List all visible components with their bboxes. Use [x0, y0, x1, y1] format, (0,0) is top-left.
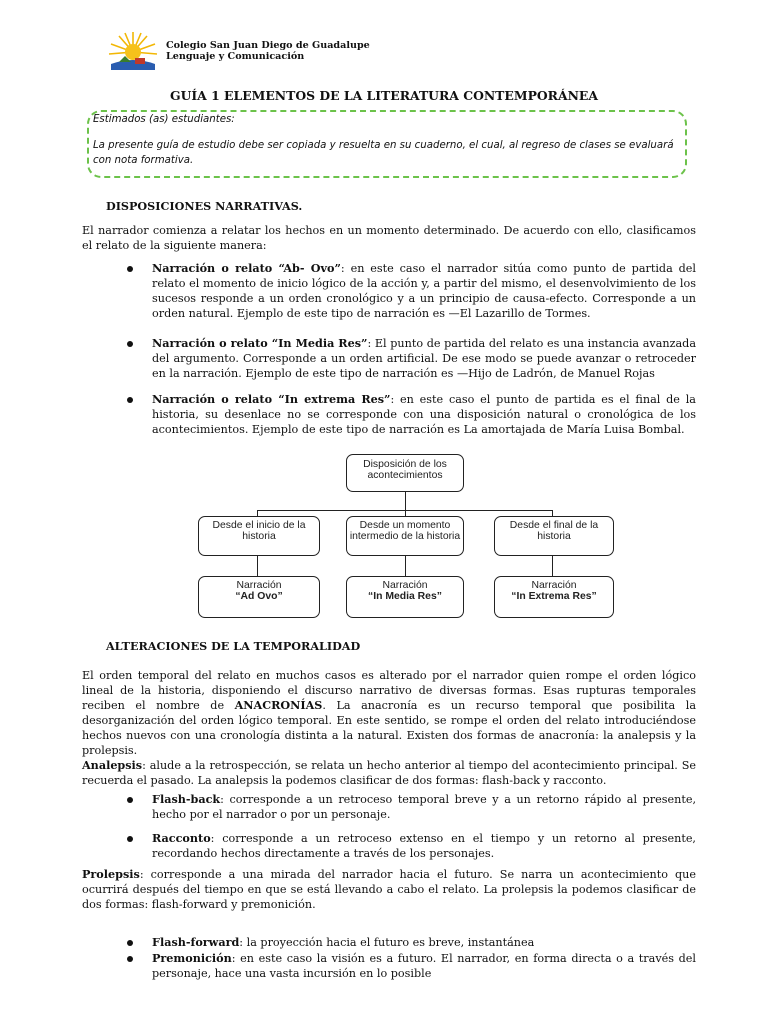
text-in-media-res: : El punto de partida del relato es una instancia avanzada del argumento. Corresponde a un orden artificial. De ese modo se puede avanzar o retroceder en la narración. Ejemplo de este tipo de narración es —Hijo de Ladrón, de Manuel Rojas: [152, 337, 696, 380]
text-premonicion: : en este caso la visión es a futuro. El narrador, en forma directa o a través del personaje, hace una vasta incursión en lo posible: [152, 952, 696, 980]
term-flash-back: Flash-back: [152, 792, 221, 806]
text-flash-forward: : la proyección hacia el futuro es breve, instantánea: [239, 936, 535, 949]
school-logo-icon: [105, 30, 161, 74]
school-header: [166, 40, 370, 62]
connector-line: [552, 556, 553, 576]
leaf-value: “Ad Ovo”: [235, 591, 283, 602]
school-name: Colegio San Juan Diego de Guadalupe: [166, 40, 370, 51]
bullet-dot: [127, 836, 133, 842]
bullet-dot: [127, 266, 133, 272]
list-item-flash-forward: [152, 935, 696, 950]
subject-name: Lenguaje y Comunicación: [166, 51, 305, 62]
section-heading-disposiciones: DISPOSICIONES NARRATIVAS.: [106, 199, 303, 213]
text-flash-back: : corresponde a un retroceso temporal breve y a un retorno rápido al presente, hecho por el narrador o por un personaje.: [152, 793, 696, 821]
list-item-ab-ovo: [152, 261, 696, 321]
connector-line: [405, 492, 406, 511]
term-analepsis: Analepsis: [82, 758, 143, 772]
diagram-root: Disposición de los acontecimientos: [346, 454, 464, 492]
leaf-label: Narración: [382, 580, 428, 591]
list-item-in-media-res: [152, 336, 696, 381]
diagram-leaf-ad-ovo: [198, 576, 320, 618]
bullet-dot: [127, 940, 133, 946]
bullet-dot: [127, 397, 133, 403]
p1-text-b: . La anacronía es un recurso temporal que posibilita la desorganización del orden lógico temporal. En este sentido, se rompe el orden del relato introduciéndose hechos nuevos con una cronología distinta a la natural. Existen dos formas de anacronía: la analepsis y la prolepsis.: [82, 699, 697, 757]
term-ab-ovo: Narración o relato “Ab- Ovo”: [152, 261, 341, 275]
diagram-leaf-in-extrema-res: [494, 576, 614, 618]
p1-text-a: El orden temporal del relato en muchos casos es alterado por el narrador quien rompe el orden lógico lineal de la historia, disponiendo el discurso narrativo de diversas formas. Esas rupturas temporales reciben el nombre de: [82, 669, 696, 712]
term-anacronias: ANACRONÍAS: [234, 698, 323, 712]
notice-body: La presente guía de estudio debe ser copiada y resuelta en su cuaderno, el cual, al regreso de clases se evaluará con nota formativa.: [93, 140, 674, 166]
leaf-value: “In Extrema Res”: [511, 591, 597, 602]
list-item-premonicion: [152, 951, 696, 981]
page-title: GUÍA 1 ELEMENTOS DE LA LITERATURA CONTEMPORÁNEA: [170, 88, 598, 103]
bullet-dot: [127, 797, 133, 803]
term-in-media-res: Narración o relato “In Media Res”: [152, 336, 368, 350]
notice-box: [87, 110, 687, 178]
disposition-diagram: [196, 450, 620, 626]
diagram-branch-final: Desde el final de la historia: [494, 516, 614, 556]
diagram-leaf-in-media-res: [346, 576, 464, 618]
term-prolepsis: Prolepsis: [82, 867, 140, 881]
section1-intro: El narrador comienza a relatar los hechos en un momento determinado. De acuerdo con ello, clasificamos el relato de la siguiente manera:: [82, 224, 696, 252]
text-ab-ovo: : en este caso el narrador sitúa como punto de partida del relato el momento de inicio lógico de la acción y, a partir del mismo, el desenvolvimiento de los sucesos responde a un orden cronológico y a un principio de causa-efecto. Corresponde a un orden natural. Ejemplo de este tipo de narración es —El Lazarillo de Tormes.: [152, 262, 696, 320]
term-in-extrema-res: Narración o relato “In extrema Res”: [152, 392, 391, 406]
term-flash-forward: Flash-forward: [152, 935, 240, 949]
list-item-flash-back: [152, 792, 696, 822]
section2-paragraph: [82, 668, 696, 758]
text-racconto: : corresponde a un retroceso extenso en el tiempo y un retorno al presente, recordando hechos directamente a través de los personajes.: [152, 832, 696, 860]
analepsis-paragraph: [82, 758, 696, 788]
bullet-dot: [127, 956, 133, 962]
notice-greeting: Estimados (as) estudiantes:: [93, 114, 235, 125]
list-item-racconto: [152, 831, 696, 861]
text-in-extrema-res: : en este caso el punto de partida es el final de la historia, su desenlace no se corresponde con una disposición natural o cronológica de los acontecimientos. Ejemplo de este tipo de narración es La amortajada de María Luisa Bombal.: [152, 393, 696, 436]
connector-line: [405, 556, 406, 576]
term-premonicion: Premonición: [152, 951, 232, 965]
term-racconto: Racconto: [152, 831, 211, 845]
leaf-label: Narración: [236, 580, 282, 591]
prolepsis-paragraph: [82, 867, 696, 912]
leaf-value: “In Media Res”: [368, 591, 442, 602]
diagram-branch-intermedio: Desde un momento intermedio de la historia: [346, 516, 464, 556]
analepsis-text: : alude a la retrospección, se relata un hecho anterior al tiempo del acontecimiento principal. Se recuerda el pasado. La analepsis la podemos clasificar de dos formas: flash-back y racconto.: [82, 759, 696, 787]
bullet-dot: [127, 341, 133, 347]
leaf-label: Narración: [531, 580, 577, 591]
list-item-in-extrema-res: [152, 392, 696, 437]
connector-line: [257, 556, 258, 576]
section-heading-alteraciones: ALTERACIONES DE LA TEMPORALIDAD: [106, 639, 361, 653]
diagram-branch-inicio: Desde el inicio de la historia: [198, 516, 320, 556]
prolepsis-text: : corresponde a una mirada del narrador hacia el futuro. Se narra un acontecimiento que ocurrirá después del tiempo en que se está llevando a cabo el relato. La prolepsis la podemos clasificar de dos formas: flash-forward y premonición.: [82, 868, 696, 911]
